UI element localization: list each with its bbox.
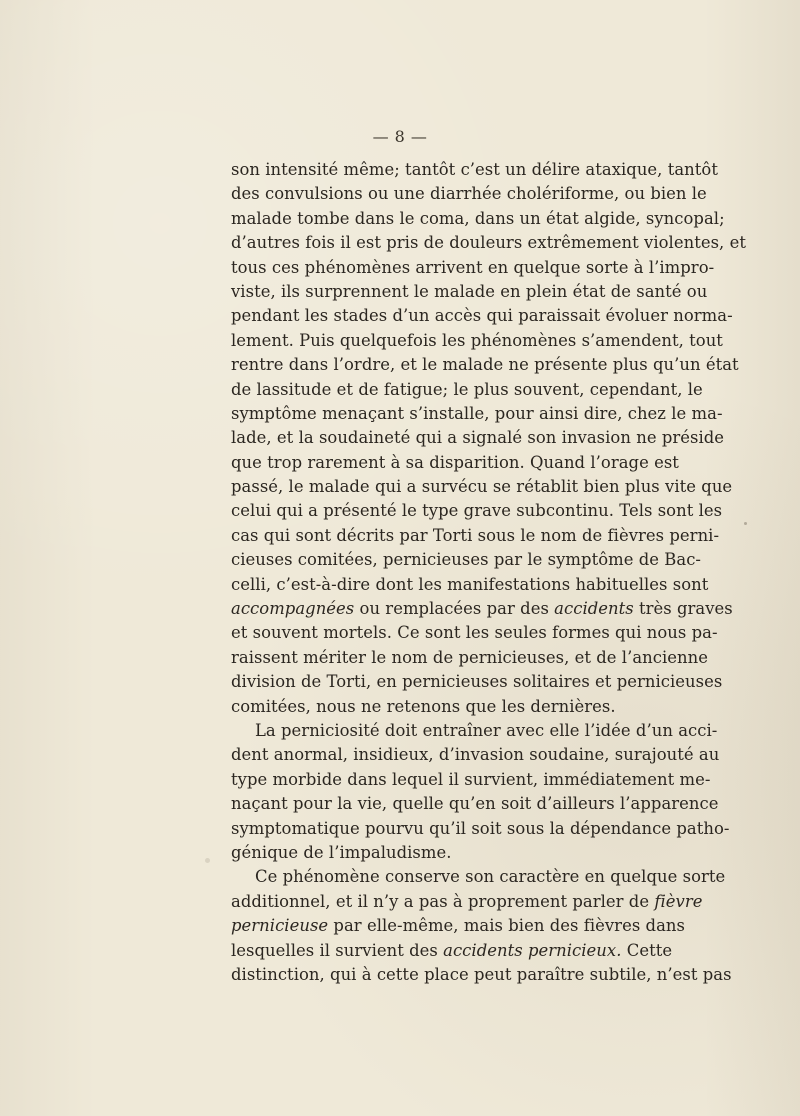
text-line: symptôme menaçant s’installe, pour ainsi dire, chez le ma- [231, 403, 723, 423]
text-line: pendant les stades d’un accès qui paraissait évoluer norma- [231, 306, 733, 326]
text-line: lade, et la soudaineté qui a signalé son invasion ne préside [231, 428, 725, 448]
body-text [231, 158, 746, 987]
text-line: des convulsions ou une diarrhée cholériforme, ou bien le [231, 184, 707, 204]
text-line: distinction, qui à cette place peut paraître subtile, n’est pas [231, 964, 732, 984]
text-fragment: ou remplacées par des [354, 599, 555, 619]
italic-text: accompagnées [231, 599, 355, 619]
text-line: symptomatique pourvu qu’il soit sous la dépendance patho- [231, 818, 730, 838]
text-line: malade tombe dans le coma, dans un état algide, syncopal; [231, 208, 725, 228]
text-line: génique de l’impaludisme. [231, 842, 452, 862]
italic-text: fièvre [654, 891, 703, 911]
text-line: cas qui sont décrits par Torti sous le nom de fièvres perni- [231, 525, 720, 545]
text-fragment: très graves [633, 599, 733, 619]
text-line: type morbide dans lequel il survient, immédiatement me- [231, 769, 711, 789]
text-line: naçant pour la vie, quelle qu’en soit d’ailleurs l’apparence [231, 794, 719, 814]
paper-speck [205, 858, 210, 863]
text-line: division de Torti, en pernicieuses solitaires et pernicieuses [231, 672, 723, 692]
italic-text: accidents [554, 599, 634, 619]
text-line: Ce phénomène conserve son caractère en quelque sorte [255, 867, 726, 887]
text-line: tous ces phénomènes arrivent en quelque sorte à l’impro- [231, 257, 715, 277]
text-line [231, 914, 685, 938]
text-line: d’autres fois il est pris de douleurs extrêmement violentes, et [231, 233, 746, 253]
italic-text: pernicieuse [231, 916, 329, 936]
text-line [231, 890, 703, 914]
italic-text: accidents pernicieux. [443, 940, 622, 960]
text-fragment: additionnel, et il n’y a pas à proprement parler de [231, 891, 655, 911]
text-line [231, 939, 673, 963]
text-line: viste, ils surprennent le malade en plein état de santé ou [231, 281, 708, 301]
text-line: que trop rarement à sa disparition. Quand l’orage est [231, 452, 679, 472]
text-line: de lassitude et de fatigue; le plus souvent, cependant, le [231, 379, 703, 399]
text-line [231, 597, 733, 621]
page-number: — 8 — [372, 127, 428, 146]
paper-speck [744, 522, 747, 525]
text-line: et souvent mortels. Ce sont les seules formes qui nous pa- [231, 623, 718, 643]
text-line: rentre dans l’ordre, et le malade ne présente plus qu’un état [231, 355, 739, 375]
text-line: dent anormal, insidieux, d’invasion soudaine, surajouté au [231, 745, 720, 765]
text-line: celli, c’est-à-dire dont les manifestations habituelles sont [231, 574, 709, 594]
text-line: cieuses comitées, pernicieuses par le symptôme de Bac- [231, 550, 702, 570]
text-fragment: lesquelles il survient des [231, 940, 444, 960]
text-line: son intensité même; tantôt c’est un délire ataxique, tantôt [231, 160, 718, 179]
text-line: passé, le malade qui a survécu se rétablit bien plus vite que [231, 477, 733, 497]
text-fragment: Cette [621, 940, 673, 960]
text-fragment: par elle-même, mais bien des fièvres dans [328, 916, 685, 936]
text-line: lement. Puis quelquefois les phénomènes s’amendent, tout [231, 330, 723, 350]
text-line: raissent mériter le nom de pernicieuses, et de l’ancienne [231, 647, 709, 667]
text-line: comitées, nous ne retenons que les dernières. [231, 696, 616, 716]
text-line: celui qui a présenté le type grave subcontinu. Tels sont les [231, 501, 723, 521]
text-line: La perniciosité doit entraîner avec elle l’idée d’un acci- [255, 720, 718, 740]
